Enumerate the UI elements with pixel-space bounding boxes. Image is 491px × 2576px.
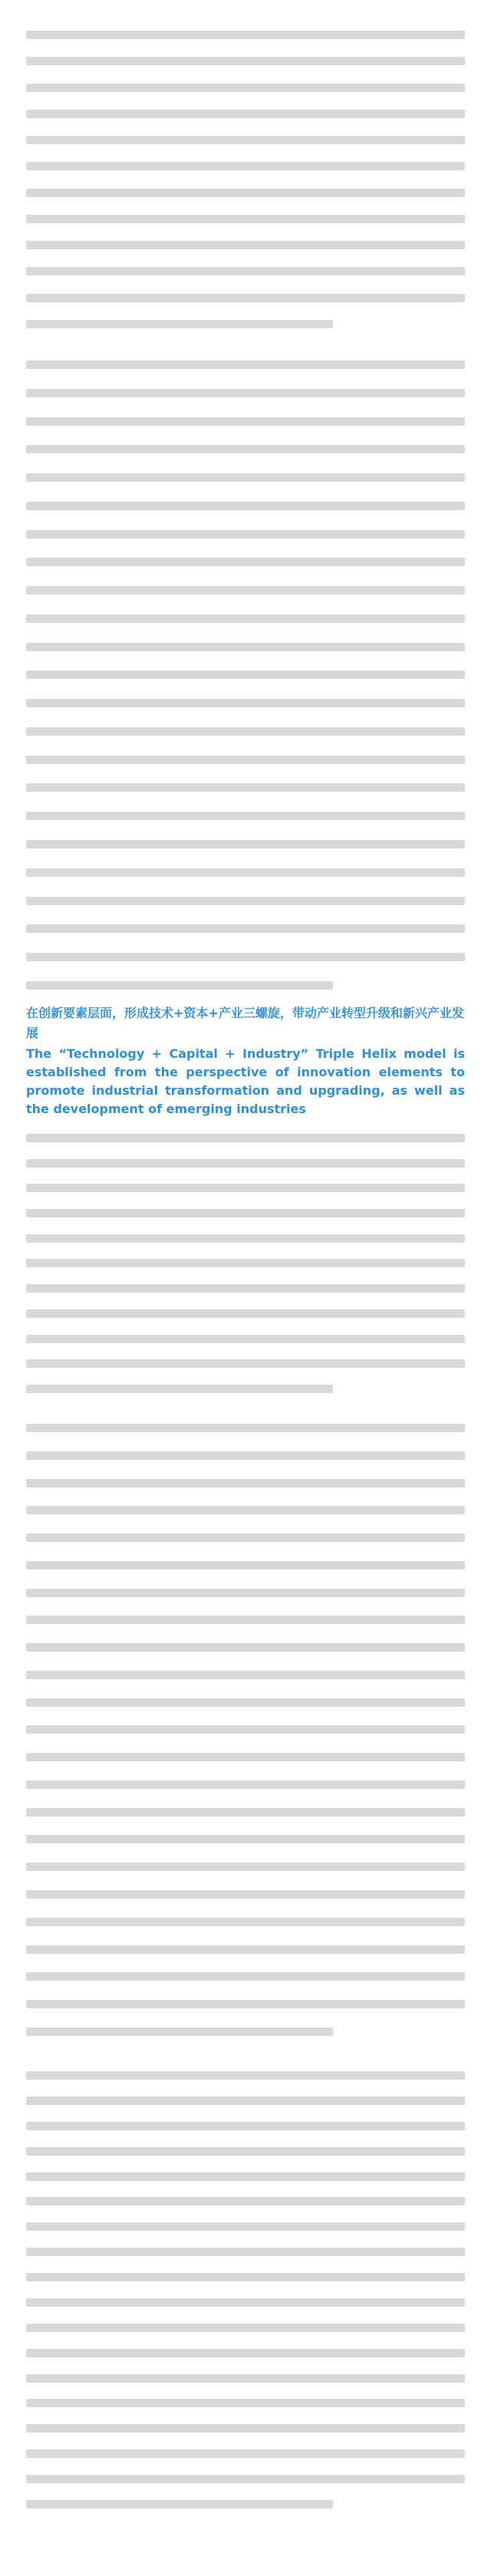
- section-heading-en: The “Technology + Capital + Industry” Triple Helix model is established from the perspective of innovation elements to promote industrial transformation and upgrading, as well as the development of emerging industries: [26, 1046, 465, 1116]
- paragraph-zh-2: [26, 1134, 465, 1393]
- paragraph-en-1: [26, 361, 465, 990]
- section-heading-zh: 在创新要素层面，形成技术+资本+产业三螺旋，带动产业转型升级和新兴产业发展: [26, 1006, 464, 1040]
- paragraph-zh-1: [26, 31, 465, 328]
- paragraph-zh-3: [26, 2071, 465, 2508]
- paragraph-en-2: [26, 1424, 465, 2036]
